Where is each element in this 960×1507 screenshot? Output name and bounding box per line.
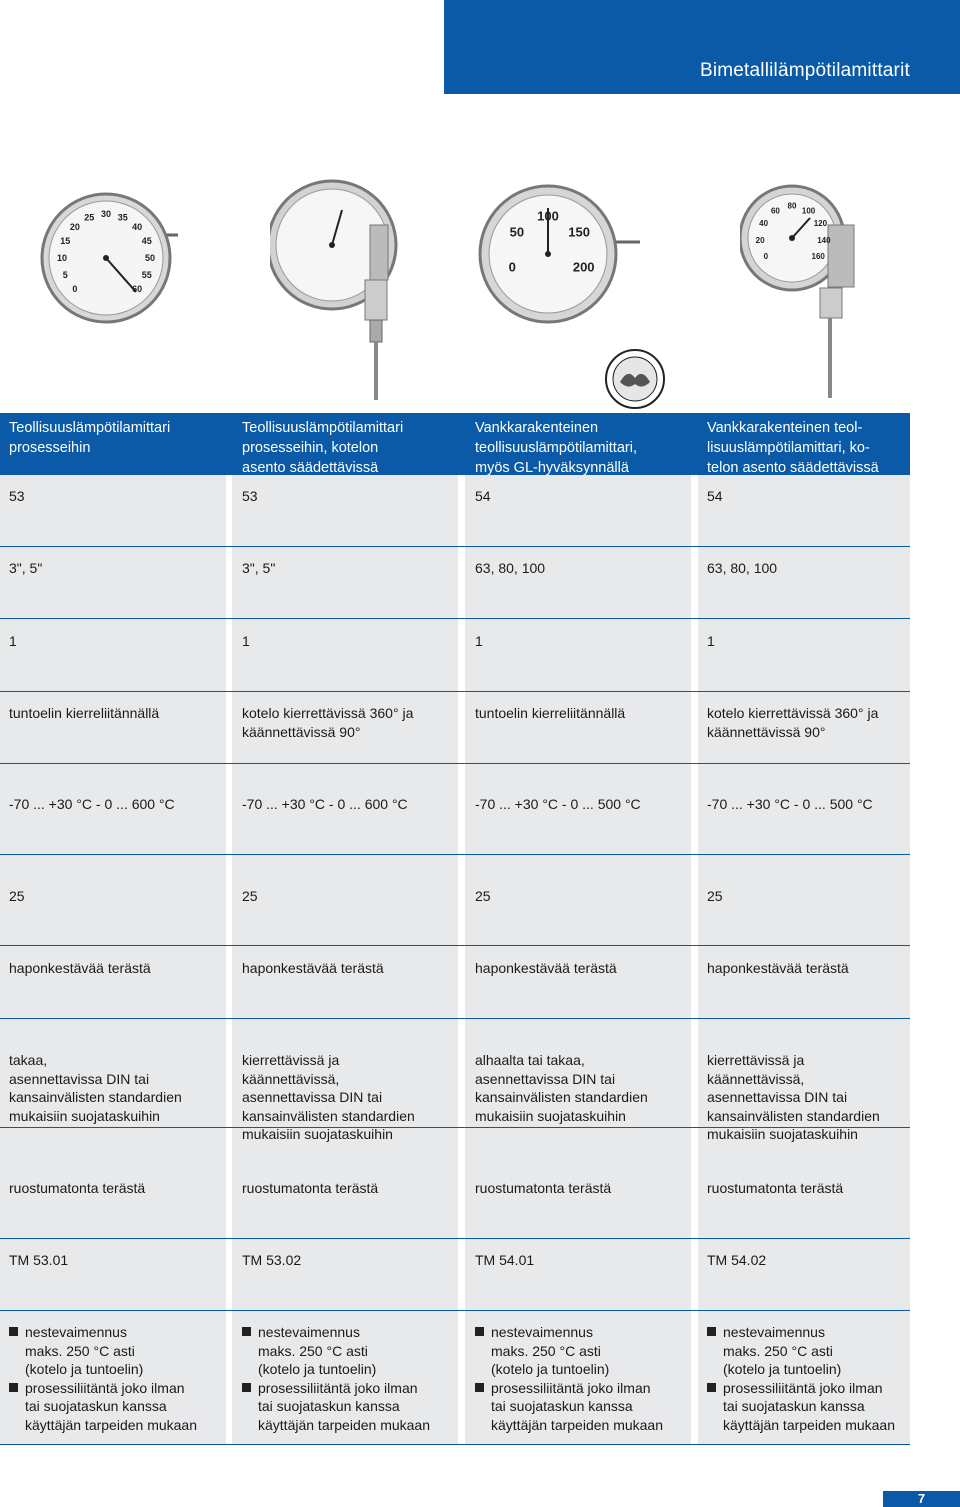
row-divider (0, 763, 910, 764)
note-line (475, 1360, 693, 1379)
note-text: tai suojataskun kanssa (723, 1398, 865, 1414)
bullet-square-icon (242, 1327, 251, 1336)
note-line (9, 1397, 227, 1416)
dial-label: 100 (801, 206, 816, 216)
note-line (9, 1379, 227, 1398)
notes-cell (475, 1323, 693, 1434)
note-text: käyttäjän tarpeiden mukaan (258, 1416, 430, 1433)
cell-text: 1 (9, 633, 17, 649)
row-divider (0, 854, 910, 855)
column-title-line: Vankkarakenteinen (475, 420, 599, 436)
cell-text: asennettavissa DIN tai (707, 1089, 848, 1105)
note-text: tai suojataskun kanssa (258, 1398, 400, 1414)
row-divider (0, 1310, 910, 1311)
bullet-square-icon (9, 1383, 18, 1392)
cell-text: 1 (475, 633, 483, 649)
note-line (242, 1416, 460, 1435)
cell-text: kansainvälisten standardien (707, 1107, 880, 1124)
table-cell (242, 559, 457, 578)
dial-label: 20 (69, 221, 80, 232)
note-line (242, 1323, 460, 1342)
cell-text: takaa, (9, 1052, 48, 1068)
cell-text: mukaisiin suojataskuihin (707, 1126, 858, 1142)
note-line (242, 1379, 460, 1398)
cell-text: 25 (9, 888, 25, 904)
note-line (242, 1342, 460, 1361)
gauge-tm5302-image (270, 175, 410, 405)
cell-text: TM 53.02 (242, 1252, 302, 1268)
table-cell (9, 704, 224, 723)
dial-label: 35 (117, 212, 128, 223)
table-cell (9, 959, 224, 978)
table-cell (707, 1179, 922, 1198)
dial-label: 5 (62, 269, 68, 280)
dial-label: 10 (56, 253, 68, 263)
cell-text: 54 (475, 488, 491, 504)
column-title-line: Vankkarakenteinen teol- (707, 420, 863, 436)
cell-text: mukaisiin suojataskuihin (475, 1107, 626, 1124)
table-cell (242, 704, 457, 741)
cell-text: käännettävissä 90° (707, 723, 826, 740)
dial-label: 100 (537, 208, 559, 224)
cell-text: käännettävissä 90° (242, 723, 361, 740)
note-text: käyttäjän tarpeiden mukaan (25, 1416, 197, 1433)
cell-text: mukaisiin suojataskuihin (9, 1107, 160, 1124)
row-divider (0, 691, 910, 692)
table-cell (475, 795, 690, 814)
column-title-line: telon asento säädettävissä (707, 460, 879, 476)
gauge-tm5301-image (40, 180, 180, 330)
note-text: nestevaimennus (723, 1324, 825, 1340)
page-number: 7 (883, 1491, 960, 1507)
note-text: nestevaimennus (258, 1324, 360, 1340)
cell-text: 63, 80, 100 (475, 560, 546, 576)
cell-text: asennettavissa DIN tai (242, 1089, 383, 1105)
table-cell (707, 1251, 922, 1270)
cell-text: käännettävissä, (707, 1070, 805, 1087)
cell-text: asennettavissa DIN tai (9, 1070, 150, 1087)
cell-text: 25 (707, 888, 723, 904)
table-cell (475, 704, 690, 723)
note-line (475, 1416, 693, 1435)
note-line (475, 1379, 693, 1398)
column-title-line: teollisuuslämpötilamittari, (475, 440, 637, 456)
bullet-square-icon (9, 1327, 18, 1336)
dial-label: 160 (811, 252, 825, 261)
notes-cell (707, 1323, 925, 1434)
note-text: tai suojataskun kanssa (25, 1398, 167, 1414)
column-title (242, 418, 403, 478)
dial-label: 60 (132, 284, 143, 295)
dial-label: 50 (144, 253, 156, 263)
dial-label: 40 (132, 221, 143, 232)
note-text: nestevaimennus (491, 1324, 593, 1340)
table-cell (707, 795, 922, 814)
table-cell (707, 559, 922, 578)
column-title (707, 418, 879, 478)
bullet-square-icon (707, 1383, 716, 1392)
table-cell (475, 559, 690, 578)
note-text: prosessiliitäntä joko ilman (491, 1379, 651, 1396)
column-title-line: myös GL-hyväksynnällä (475, 460, 629, 476)
cell-text: kansainvälisten standardien (9, 1089, 182, 1105)
gauge-tm5401-image (475, 180, 645, 330)
column-title (475, 418, 637, 478)
table-cell (707, 632, 922, 651)
table-cell (707, 487, 922, 506)
note-text: käyttäjän tarpeiden mukaan (723, 1416, 895, 1433)
bullet-square-icon (475, 1327, 484, 1336)
spec-table (0, 413, 910, 1445)
column-title-line: Teollisuuslämpötilamittari (242, 420, 404, 436)
note-text: tai suojataskun kanssa (491, 1398, 633, 1414)
cell-text: kansainvälisten standardien (242, 1107, 415, 1124)
table-cell (9, 1251, 224, 1270)
table-cell (707, 887, 922, 906)
note-text: maks. 250 °C asti (723, 1342, 833, 1359)
column-title-line: lisuuslämpötilamittari, ko- (707, 440, 870, 456)
note-text: maks. 250 °C asti (25, 1342, 135, 1359)
column-title-line: prosesseihin, kotelon (242, 440, 379, 456)
note-line (475, 1397, 693, 1416)
product-images (0, 150, 960, 410)
note-text: prosessiliitäntä joko ilman (723, 1379, 883, 1396)
note-text: nestevaimennus (25, 1324, 127, 1340)
cell-text: 25 (242, 888, 258, 904)
cell-text: kotelo kierrettävissä 360° ja (242, 705, 414, 721)
table-cell (242, 487, 457, 506)
table-cell (9, 1051, 224, 1125)
note-line (475, 1323, 693, 1342)
column-title-line: Teollisuuslämpötilamittari (9, 420, 171, 436)
row-divider (0, 1238, 910, 1239)
cell-text: 1 (707, 633, 715, 649)
table-cell (242, 632, 457, 651)
cell-text: asennettavissa DIN tai (475, 1070, 616, 1087)
table-cell (242, 887, 457, 906)
table-cell (242, 795, 457, 814)
cell-text: 53 (242, 488, 258, 504)
table-cell (707, 959, 922, 978)
certification-seal-icon (604, 348, 666, 410)
note-text: käyttäjän tarpeiden mukaan (491, 1416, 663, 1433)
cell-text: kierrettävissä ja (242, 1052, 340, 1068)
note-line (475, 1342, 693, 1361)
row-divider (0, 1444, 910, 1445)
table-cell (475, 487, 690, 506)
dial-label: 140 (817, 235, 831, 245)
note-line (9, 1360, 227, 1379)
dial-label: 120 (813, 218, 828, 228)
cell-text: 1 (242, 633, 250, 649)
table-cell (475, 632, 690, 651)
table-cell (475, 1051, 690, 1125)
table-cell (242, 959, 457, 978)
cell-text: -70 ... +30 °C - 0 ... 600 °C (242, 796, 408, 812)
note-text: maks. 250 °C asti (258, 1342, 368, 1359)
cell-text: tuntoelin kierreliitännällä (475, 705, 626, 721)
column-title (9, 418, 170, 458)
dial-label: 50 (509, 224, 525, 240)
dial-label: 40 (759, 218, 769, 228)
note-text: (kotelo ja tuntoelin) (491, 1361, 610, 1377)
dial-label: 30 (100, 209, 112, 219)
table-cell (707, 704, 922, 741)
note-line (707, 1342, 925, 1361)
dial-label: 60 (770, 206, 780, 216)
table-cell (9, 795, 224, 814)
bullet-square-icon (707, 1327, 716, 1336)
bullet-square-icon (242, 1383, 251, 1392)
dial-label: 0 (72, 284, 78, 295)
note-text: prosessiliitäntä joko ilman (25, 1379, 185, 1396)
table-cell (242, 1251, 457, 1270)
dial-label: 15 (60, 236, 71, 247)
dial-label: 55 (141, 269, 152, 280)
cell-text: käännettävissä, (242, 1070, 340, 1087)
dial-label: 45 (141, 236, 152, 247)
note-line (9, 1342, 227, 1361)
note-line (707, 1323, 925, 1342)
cell-text: mukaisiin suojataskuihin (242, 1126, 393, 1142)
dial-label: 80 (787, 201, 797, 211)
cell-text: ruostumatonta terästä (242, 1180, 379, 1196)
note-line (707, 1379, 925, 1398)
table-cell (9, 487, 224, 506)
cell-text: haponkestävää terästä (707, 960, 849, 976)
dial-label: 0 (763, 252, 769, 261)
cell-text: 63, 80, 100 (707, 560, 778, 576)
column-title-line: prosesseihin (9, 440, 91, 456)
cell-text: haponkestävää terästä (9, 960, 151, 976)
dial-label: 20 (755, 235, 765, 245)
cell-text: 3", 5" (9, 560, 43, 576)
table-cell (475, 1179, 690, 1198)
column-title-line: asento säädettävissä (242, 460, 379, 476)
table-cell (9, 632, 224, 651)
gauge-tm5402-image (740, 180, 870, 400)
cell-text: kotelo kierrettävissä 360° ja (707, 705, 879, 721)
cell-text: -70 ... +30 °C - 0 ... 500 °C (475, 796, 641, 812)
note-text: (kotelo ja tuntoelin) (258, 1361, 377, 1377)
note-line (242, 1397, 460, 1416)
table-cell (9, 1179, 224, 1198)
cell-text: -70 ... +30 °C - 0 ... 500 °C (707, 796, 873, 812)
table-cell (242, 1051, 457, 1144)
table-cell (9, 887, 224, 906)
dial-label: 150 (568, 224, 590, 240)
page-title: Bimetallilämpötilamittarit (699, 60, 910, 81)
note-line (242, 1360, 460, 1379)
cell-text: kansainvälisten standardien (475, 1089, 648, 1105)
cell-text: -70 ... +30 °C - 0 ... 600 °C (9, 796, 175, 812)
bullet-square-icon (475, 1383, 484, 1392)
dial-label: 0 (508, 259, 516, 275)
row-divider (0, 1018, 910, 1019)
table-cell (9, 559, 224, 578)
note-text: prosessiliitäntä joko ilman (258, 1379, 418, 1396)
cell-text: 54 (707, 488, 723, 504)
cell-text: TM 54.01 (475, 1252, 535, 1268)
header-bar (444, 0, 960, 94)
note-text: maks. 250 °C asti (491, 1342, 601, 1359)
note-line (707, 1416, 925, 1435)
table-cell (475, 1251, 690, 1270)
cell-text: kierrettävissä ja (707, 1052, 805, 1068)
cell-text: TM 54.02 (707, 1252, 767, 1268)
table-cell (475, 887, 690, 906)
note-text: (kotelo ja tuntoelin) (723, 1361, 842, 1377)
note-line (707, 1397, 925, 1416)
row-divider (0, 945, 910, 946)
cell-text: ruostumatonta terästä (9, 1180, 146, 1196)
note-line (9, 1323, 227, 1342)
cell-text: alhaalta tai takaa, (475, 1052, 585, 1068)
table-cell (242, 1179, 457, 1198)
cell-text: 25 (475, 888, 491, 904)
dial-label: 25 (84, 212, 95, 223)
cell-text: TM 53.01 (9, 1252, 69, 1268)
row-divider (0, 618, 910, 619)
cell-text: 53 (9, 488, 25, 504)
note-line (9, 1416, 227, 1435)
cell-text: tuntoelin kierreliitännällä (9, 705, 160, 721)
dial-label: 200 (572, 259, 595, 275)
notes-cell (9, 1323, 227, 1434)
table-cell (475, 959, 690, 978)
table-cell (707, 1051, 922, 1144)
cell-text: 3", 5" (242, 560, 276, 576)
cell-text: haponkestävää terästä (475, 960, 617, 976)
cell-text: haponkestävää terästä (242, 960, 384, 976)
note-text: (kotelo ja tuntoelin) (25, 1361, 144, 1377)
cell-text: ruostumatonta terästä (707, 1180, 844, 1196)
notes-cell (242, 1323, 460, 1434)
row-divider (0, 546, 910, 547)
cell-text: ruostumatonta terästä (475, 1180, 612, 1196)
note-line (707, 1360, 925, 1379)
